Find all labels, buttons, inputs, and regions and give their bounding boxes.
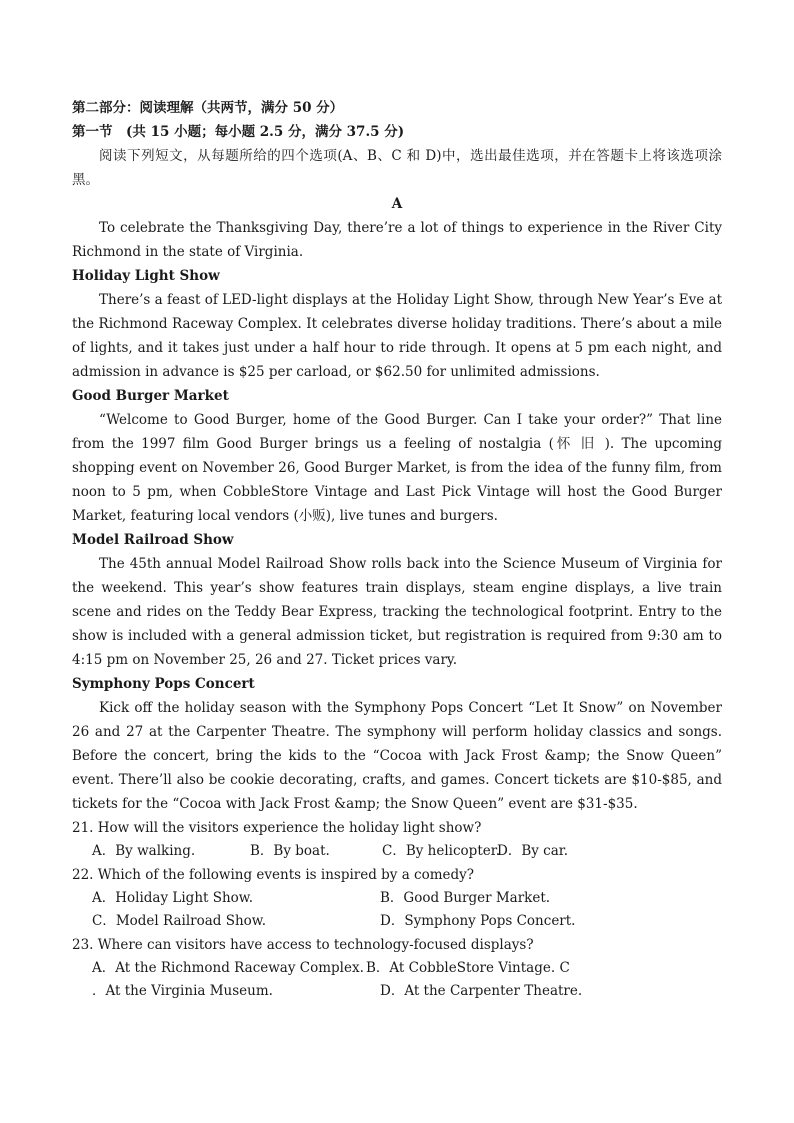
option-23-c: ．At the Virginia Museum. xyxy=(92,983,273,999)
question-stem-22: 22. Which of the following events is inspired by a comedy? xyxy=(72,867,475,883)
option-21-b: B．By boat. xyxy=(250,843,330,859)
option-21-c: C．By helicopter. xyxy=(382,843,500,859)
option-23-a: A．At the Richmond Raceway Complex. xyxy=(92,960,364,976)
option-23-b: B．At CobbleStore Vintage. C xyxy=(366,960,570,976)
section-body-good-burger-market: “Welcome to Good Burger, home of the Good Burger. Can I take your order?” That line from the 1997 film Good Burger brings us a feeling of nostalgia (怀 旧 ). The upcoming shopping event on November 26, Good Burger Market, is from the idea of the funny film, from noon to 5 pm, when CobbleStore Vintage and Last Pick Vintage will host the Good Burger Market, featuring local vendors (小贩), live tunes and burgers. xyxy=(72,412,722,524)
section-heading-holiday-light-show: Holiday Light Show xyxy=(72,268,220,284)
section-heading-symphony-pops-concert: Symphony Pops Concert xyxy=(72,676,255,692)
question-options-22-row2 xyxy=(72,910,722,933)
option-21-a: A．By walking. xyxy=(92,843,196,859)
question-stem-23: 23. Where can visitors have access to technology-focused displays? xyxy=(72,937,534,953)
exam-page xyxy=(72,96,722,1003)
part-title: 第二部分：阅读理解（共两节，满分 50 分） xyxy=(72,100,344,116)
question-options-21 xyxy=(72,840,722,863)
section-title: 第一节 (共 15 小题；每小题 2.5 分，满分 37.5 分) xyxy=(72,124,405,140)
question-stem-21: 21. How will the visitors experience the holiday light show? xyxy=(72,820,482,836)
question-options-23-row1 xyxy=(72,957,722,980)
option-22-a: A．Holiday Light Show. xyxy=(92,890,254,906)
option-22-b: B．Good Burger Market. xyxy=(380,890,551,906)
question-options-23-row2 xyxy=(72,980,722,1003)
option-22-d: D．Symphony Pops Concert. xyxy=(380,913,576,929)
section-body-holiday-light-show: There’s a feast of LED-light displays at the Holiday Light Show, through New Year’s Eve at the Richmond Raceway Complex. It celebrates diverse holiday traditions. There’s about a mile of lights, and it takes just under a half hour to ride through. It opens at 5 pm each night, and admission in advance is $25 per carload, or $62.50 for unlimited admissions. xyxy=(72,292,722,380)
option-23-d: D．At the Carpenter Theatre. xyxy=(380,983,583,999)
section-heading-good-burger-market: Good Burger Market xyxy=(72,388,229,404)
section-heading-model-railroad-show: Model Railroad Show xyxy=(72,532,234,548)
passage-intro: To celebrate the Thanksgiving Day, there’re a lot of things to experience in the River City Richmond in the state of Virginia. xyxy=(72,220,722,260)
option-21-d: D．By car. xyxy=(497,843,569,859)
question-options-22-row1 xyxy=(72,887,722,910)
instructions: 阅读下列短文，从每题所给的四个选项(A、B、C 和 D)中，选出最佳选项，并在答题卡上将该选项涂黑。 xyxy=(72,148,722,188)
option-22-c: C．Model Railroad Show. xyxy=(92,913,267,929)
passage-label: A xyxy=(391,196,403,212)
section-body-model-railroad-show: The 45th annual Model Railroad Show rolls back into the Science Museum of Virginia for the weekend. This year’s show features train displays, steam engine displays, a live train scene and rides on the Teddy Bear Express, tracking the technological footprint. Entry to the show is included with a general admission ticket, but registration is required from 9:30 am to 4:15 pm on November 25, 26 and 27. Ticket prices vary. xyxy=(72,556,722,668)
section-body-symphony-pops-concert: Kick off the holiday season with the Symphony Pops Concert “Let It Snow” on November 26 and 27 at the Carpenter Theatre. The symphony will perform holiday classics and songs. Before the concert, bring the kids to the “Cocoa with Jack Frost &amp; the Snow Queen” event. There’ll also be cookie decorating, crafts, and games. Concert tickets are $10-$85, and tickets for the “Cocoa with Jack Frost &amp; the Snow Queen” event are $31-$35. xyxy=(72,700,722,812)
